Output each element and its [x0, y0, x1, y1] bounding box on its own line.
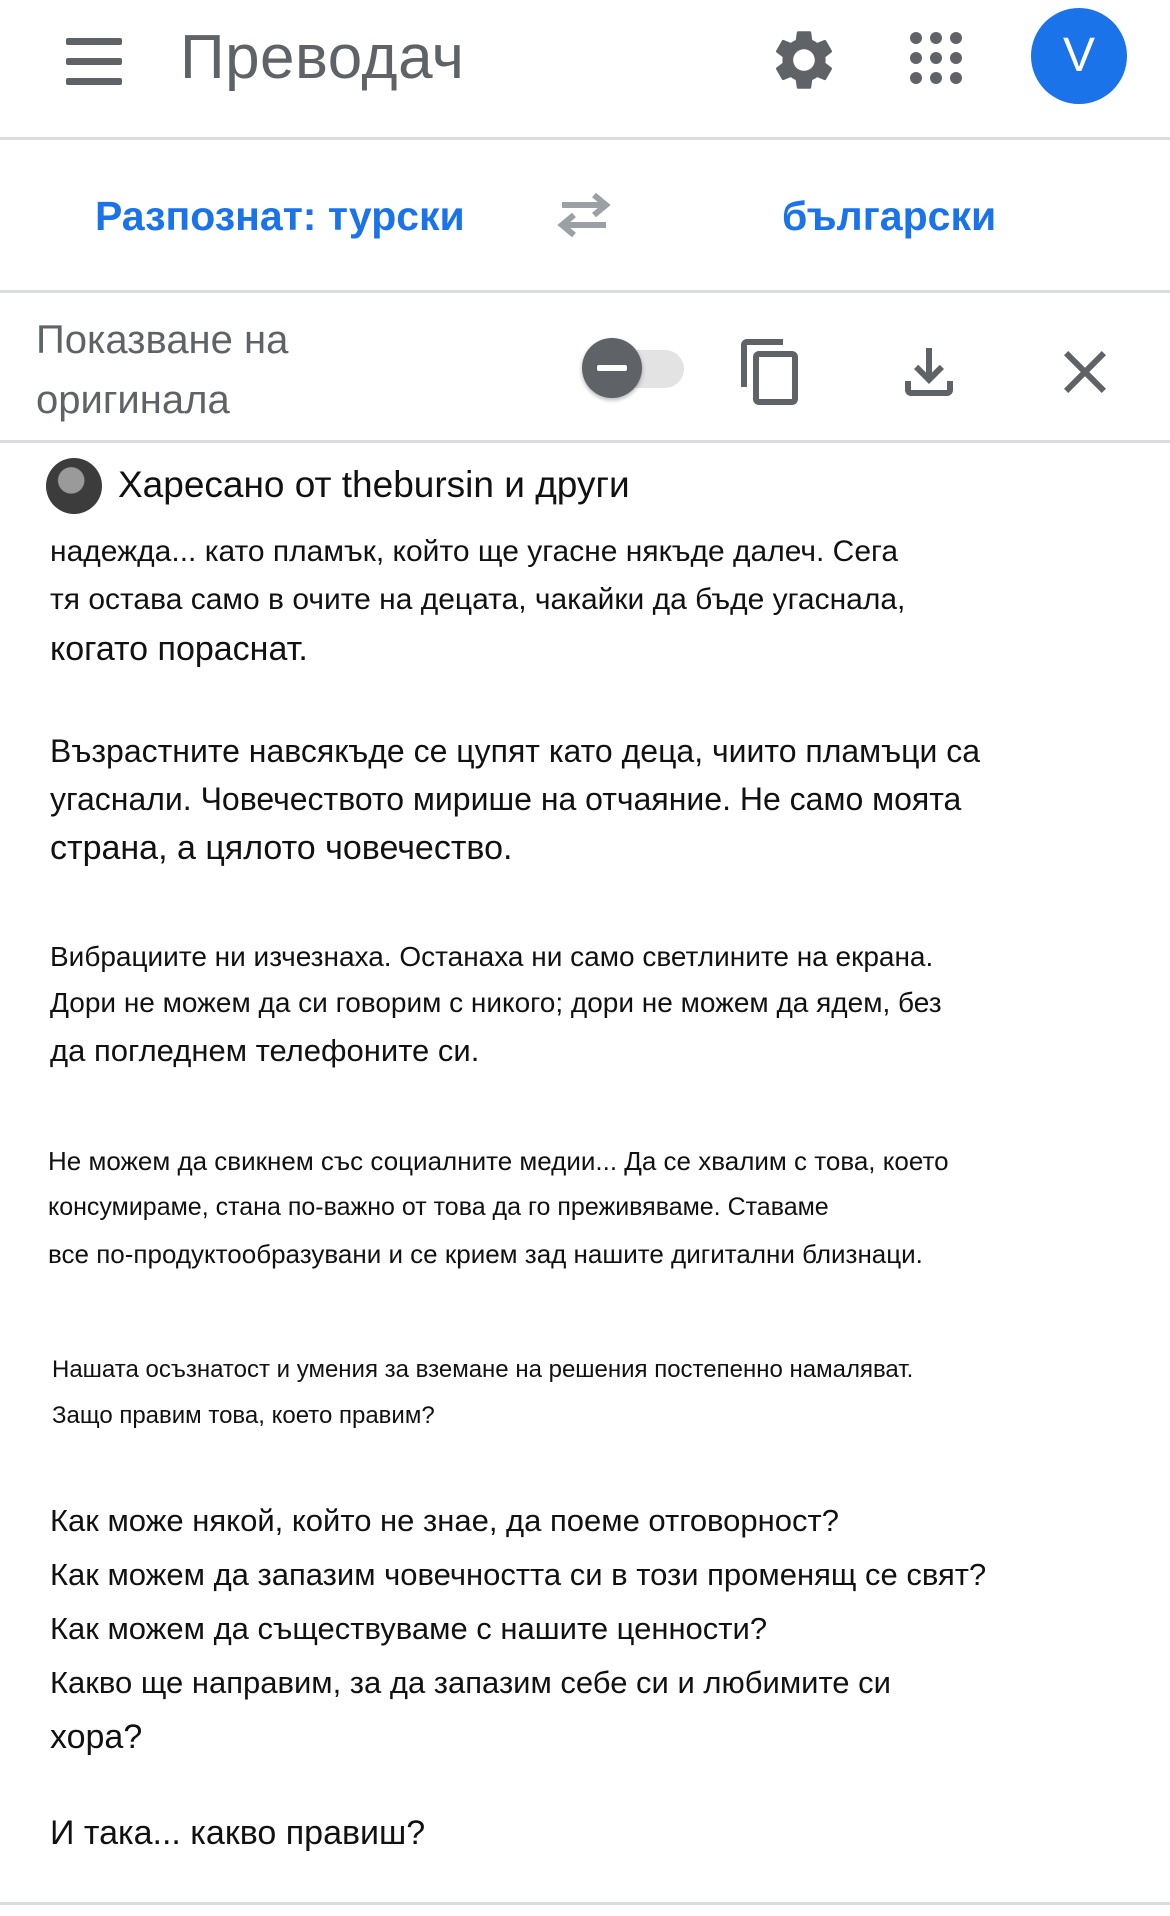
text-line: Нашата осъзнатост и умения за вземане на решения постепенно намаляват.: [52, 1356, 914, 1383]
bottom-divider: [0, 1902, 1170, 1905]
paragraph-2: [50, 727, 980, 873]
text-line: Как можем да съществуваме с нашите ценности?: [50, 1611, 768, 1646]
text-line: Възрастните навсякъде се цупят като деца, чиито пламъци са: [50, 733, 981, 769]
text-line: страна, а цялото човечество.: [50, 829, 513, 867]
app-bar: [0, 0, 1170, 140]
target-language-button[interactable]: български: [782, 193, 997, 239]
liker-avatar[interactable]: [46, 458, 102, 514]
paragraph-3: [50, 934, 942, 1076]
text-line: тя остава само в очите на децата, чакайки да бъде угаснала,: [50, 583, 906, 616]
text-line: консумираме, стана по-важно от това да го преживяваме. Ставаме: [48, 1193, 829, 1221]
text-line: Как можем да запазим човечността си в този променящ се свят?: [50, 1557, 987, 1592]
account-avatar[interactable]: V: [1031, 8, 1127, 104]
show-original-label: [36, 310, 376, 430]
text-line: все по-продуктообразувани и се крием зад нашите дигитални близнаци.: [48, 1239, 923, 1269]
copy-icon[interactable]: [735, 336, 807, 408]
gear-icon[interactable]: [768, 24, 840, 96]
paragraph-5: [52, 1347, 913, 1439]
text-line: Какво ще направим, за да запазим себе си и любимите си: [50, 1665, 891, 1700]
image-toolbar: [0, 296, 1170, 443]
text-line: И така... какво правиш?: [50, 1814, 426, 1852]
paragraph-1: [50, 528, 905, 674]
text-line: угаснали. Човечеството мирише на отчаяние. Не само моята: [50, 781, 962, 817]
text-line: хора?: [50, 1718, 143, 1756]
text-line: Вибрациите ни изчезнаха. Останаха ни само светлините на екрана.: [50, 941, 934, 972]
show-original-toggle[interactable]: [580, 336, 690, 400]
menu-icon[interactable]: [60, 28, 132, 100]
download-icon[interactable]: [893, 336, 965, 408]
paragraph-7: [50, 1806, 425, 1860]
paragraph-4: [48, 1138, 949, 1278]
source-language-button[interactable]: Разпознат: турски: [95, 193, 465, 239]
text-line: когато пораснат.: [50, 630, 308, 668]
text-line: Дори не можем да си говорим с никого; дори не можем да ядем, без: [50, 987, 942, 1018]
language-bar: [0, 143, 1170, 293]
liked-by-text[interactable]: Харесано от thebursin и други: [118, 464, 630, 505]
toggle-knob: [582, 338, 642, 398]
text-line: Защо правим това, което правим?: [52, 1402, 435, 1429]
show-original-label-line2: оригинала: [36, 378, 230, 422]
app-title: Преводач: [180, 23, 465, 92]
translated-image-content: [0, 446, 1170, 1902]
text-line: надежда... като пламък, който ще угасне някъде далеч. Сега: [50, 535, 898, 568]
paragraph-6: [50, 1494, 986, 1764]
close-icon[interactable]: [1049, 336, 1121, 408]
show-original-label-line1: Показване на: [36, 318, 289, 362]
text-line: Как може някой, който не знае, да поеме отговорност?: [50, 1503, 839, 1538]
text-line: да погледнем телефоните си.: [50, 1033, 480, 1068]
text-line: Не можем да свикнем със социалните медии... Да се хвалим с това, което: [48, 1146, 949, 1176]
apps-grid-icon[interactable]: [900, 24, 972, 96]
swap-arrows-icon[interactable]: [548, 183, 620, 247]
